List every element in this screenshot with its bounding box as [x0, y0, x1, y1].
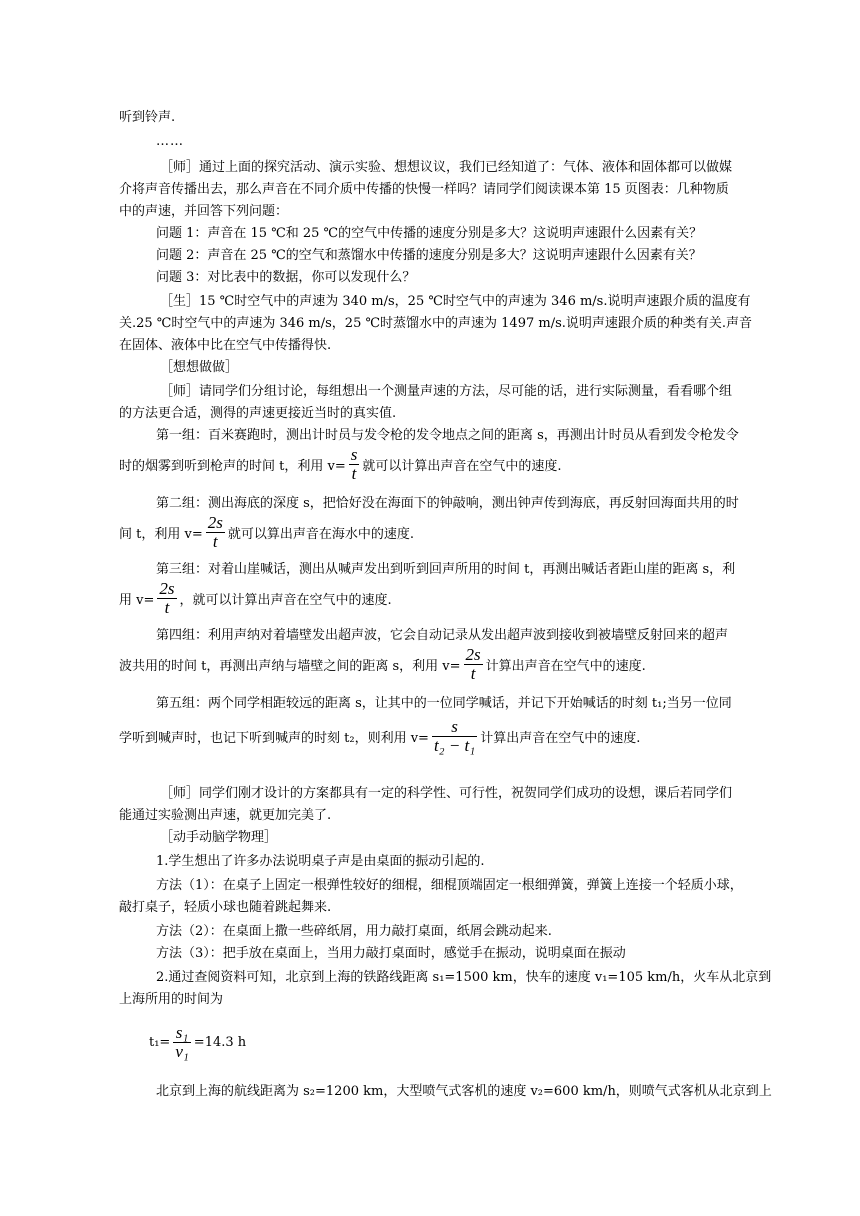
text-line: 敲打桌子，轻质小球也随着跳起舞来.	[119, 900, 332, 915]
fraction: $\frac{s}{t}$	[350, 445, 358, 483]
group-2-formula-line: 间 t，利用 v= $\frac{2s}{t}$ 就可以算出声音在海水中的速度.	[119, 513, 414, 551]
text-line: 能通过实验测出声速，就更加完美了.	[119, 808, 332, 823]
method-2-line: 方法（2）：在桌面上撒一些碎纸屑，用力敲打桌面，纸屑会跳动起来.	[156, 924, 552, 939]
text-line: ［师］通过上面的探究活动、演示实验、想想议议，我们已经知道了：气体、液体和固体都可以做媒	[160, 160, 733, 175]
group-4-line: 第四组：利用声纳对着墙壁发出超声波，它会自动记录从发出超声波到接收到被墙壁反射回来的超声	[156, 628, 729, 643]
text-line: 2.通过查阅资料可知，北京到上海的铁路线距离 s₁=1500 km，快车的速度 v₁=105 km/h，火车从北京到	[156, 970, 772, 985]
fraction: $\frac{\text{s₁}}{\text{v₁}}$	[175, 1023, 189, 1061]
text-line: 介将声音传播出去，那么声音在不同介质中传播的快慢一样吗？请同学们阅读课本第 15 页图表：几种物质	[119, 182, 729, 197]
group-2-line: 第二组：测出海底的深度 s，把恰好没在海面下的钟敲响，测出钟声传到海底，再反射回海面共用的时	[156, 496, 739, 511]
group-5-line: 第五组：两个同学相距较远的距离 s，让其中的一位同学喊话，并记下开始喊话的时刻 t₁;当另一位同	[156, 696, 732, 711]
group-4-formula-line: 波共用的时间 t，再测出声纳与墙壁之间的距离 s，利用 v= $\frac{2s}{t}$ 计算出声音在空气中的速度.	[119, 645, 646, 683]
text-line: 1.学生想出了许多办法说明桌子声是由桌面的振动引起的.	[156, 854, 485, 869]
text-line: 听到铃声.	[119, 110, 176, 125]
text-line: 关.25 ℃时空气中的声速为 346 m/s，25 ℃时蒸馏水中的声速为 1497 m/s.说明声速跟介质的种类有关.声音	[119, 316, 753, 331]
group-1-line: 第一组：百米赛跑时，测出计时员与发令枪的发令地点之间的距离 s，再测出计时员从看到发令枪发令	[156, 428, 739, 443]
text-line: 在固体、液体中比在空气中传播得快.	[119, 338, 332, 353]
question-3: 问题 3：对比表中的数据，你可以发现什么？	[156, 270, 416, 285]
ellipsis: ……	[156, 134, 184, 149]
text-line: 上海所用的时间为	[119, 992, 224, 1007]
question-2: 问题 2：声音在 25 ℃的空气和蒸馏水中传播的速度分别是多大？这说明声速跟什么因素有关？	[156, 248, 702, 263]
text-line: 的方法更合适，测得的声速更接近当时的真实值.	[119, 406, 397, 421]
text-line: 中的声速，并回答下列问题：	[119, 204, 289, 219]
method-3-line: 方法（3）：把手放在桌面上，当用力敲打桌面时，感觉手在振动，说明桌面在振动	[156, 946, 626, 961]
question-1: 问题 1：声音在 15 ℃和 25 ℃的空气中传播的速度分别是多大？这说明声速跟什么因素有关？	[156, 226, 703, 241]
fraction: $\frac{2s}{t}$	[207, 513, 223, 551]
group-3-line: 第三组：对着山崖喊话，测出从喊声发出到听到回声所用的时间 t，再测出喊话者距山崖的距离 s，利	[156, 562, 736, 577]
fraction: $\frac{2s}{t}$	[159, 579, 175, 617]
section-heading: ［动手动脑学物理］	[160, 830, 278, 845]
group-5-formula-line: 学听到喊声时，也记下听到喊声的时刻 t₂，则利用 v= $\frac{s}{\text{t₂ − t₁}}$ 计算出声音在空气中的速度.	[119, 717, 641, 755]
section-heading: ［想想做做］	[160, 360, 239, 375]
text-line: ［师］请同学们分组讨论，每组想出一个测量声速的方法，尽可能的话，进行实际测量，看看哪个组	[160, 384, 733, 399]
fraction: $\frac{2s}{t}$	[465, 645, 481, 683]
text-line: ［师］同学们刚才设计的方案都具有一定的科学性、可行性，祝贺同学们成功的设想，课后若同学们	[160, 786, 733, 801]
group-3-formula-line: 用 v= $\frac{2s}{t}$ ，就可以计算出声音在空气中的速度.	[119, 579, 392, 617]
fraction: $\frac{s}{\text{t₂ − t₁}}$	[433, 717, 476, 755]
text-line: 北京到上海的航线距离为 s₂=1200 km，大型喷气式客机的速度 v₂=600 km/h，则喷气式客机从北京到上	[156, 1084, 772, 1099]
text-line: ［生］15 ℃时空气中的声速为 340 m/s，25 ℃时空气中的声速为 346 m/s.说明声速跟介质的温度有	[160, 294, 751, 309]
group-1-formula-line: 时的烟雾到听到枪声的时间 t，利用 v= $\frac{s}{t}$ 就可以计算出声音在空气中的速度.	[119, 445, 562, 483]
equation: t₁= $\frac{\text{s₁}}{\text{v₁}}$ =14.3 h	[149, 1023, 247, 1061]
method-1-line: 方法（1）：在桌子上固定一根弹性较好的细棍，细棍顶端固定一根细弹簧，弹簧上连接一个轻质小球，	[156, 878, 743, 893]
